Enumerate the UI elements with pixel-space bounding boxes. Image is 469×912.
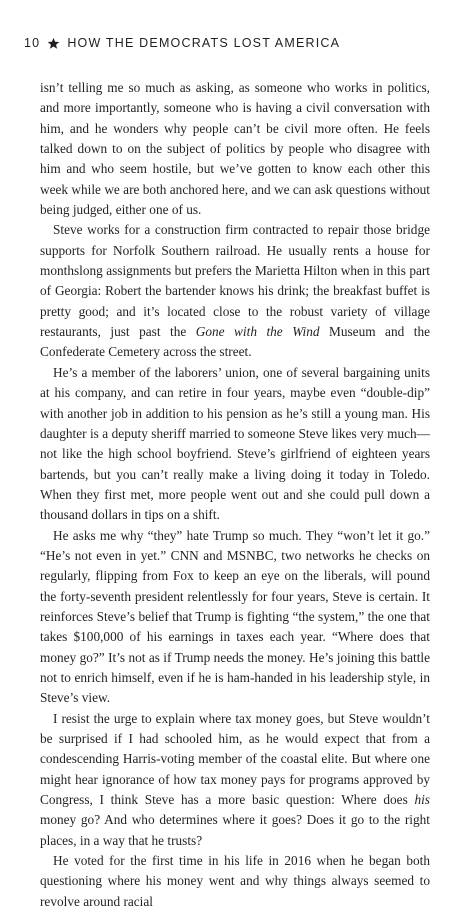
paragraph-text: I resist the urge to explain where tax money goes, but Steve wouldn’t be surprised if I had schooled him, as he would expect that from a condescending Harris-voting member of the coastal elite. But where one might hear ignorance of how tax money pays for programs approved by Congress, I think Steve has a more basic question: Where does [40, 710, 430, 808]
page-number: 10 [24, 36, 41, 50]
running-head [24, 36, 340, 50]
paragraph [40, 78, 430, 220]
book-title: HOW THE DEMOCRATS LOST AMERICA [67, 36, 341, 50]
paragraph-text: Steve works for a construction firm contracted to repair those bridge supports for Norfolk Southern railroad. He usually rents a house for monthslong assignments but prefers the Marietta Hilton when in this part of Georgia: Robert the bartender knows his drink; the breakfast buffet is pretty good; and it’s located close to the robust variety of village restaurants, just past the [40, 222, 430, 340]
paragraph-text: He voted for the first time in his life in 2016 when he began both questioning where his money went and why things always seemed to revolve around racial [40, 853, 430, 909]
paragraph [40, 709, 430, 851]
paragraph-text: He’s a member of the laborers’ union, one of several bargaining units at his company, and can retire in four years, maybe even “double-dip” with another job in addition to his pension as he’s still a young man. His daughter is a deputy sheriff married to someone Steve likes very much—not like the high school boyfriend. Steve’s girlfriend of eighteen years bartends, but you can’t really make a living doing it today in Toledo. When they first met, more people went out and she could pull down a thousand dollars in tips on a shift. [40, 364, 430, 523]
paragraph [40, 526, 430, 709]
paragraph-text: money go? And who determines where it goes? Does it go to the right places, in a way that he trusts? [40, 812, 430, 848]
paragraph-text: Museum and the Confederate Cemetery across the street. [40, 324, 430, 360]
paragraph-text: isn’t telling me so much as asking, as someone who works in politics, and more importantly, someone who is having a civil conversation with him, and he wonders why people can’t be civil more often. He feels talked down to on the subject of politics by people who disagree with him and who seem hostile, but we’ve gotten to know each other this week while we are both anchored here, and we can ask questions without being judged, either one of us. [40, 80, 430, 218]
paragraph [40, 363, 430, 526]
paragraph [40, 220, 430, 362]
italic-text: Gone with the Wind [195, 324, 320, 340]
body-text [40, 78, 430, 912]
star-icon [47, 37, 60, 50]
italic-text: his [414, 792, 430, 808]
paragraph-text: He asks me why “they” hate Trump so much. They “won’t let it go.” “He’s not even in yet.” CNN and MSNBC, two networks he checks on regularly, flipping from Fox to keep an eye on the liberals, will pound the forty-seventh president relentlessly for four years, Steve is certain. It reinforces Steve’s belief that Trump is fighting “the system,” the one that takes $100,000 of his earnings in taxes each year. “Where does that money go?” It’s not as if Trump needs the money. He’s joining this battle not to enrich himself, even if he is ham-handed in his leadership style, in Steve’s view. [40, 527, 430, 706]
paragraph [40, 851, 430, 912]
